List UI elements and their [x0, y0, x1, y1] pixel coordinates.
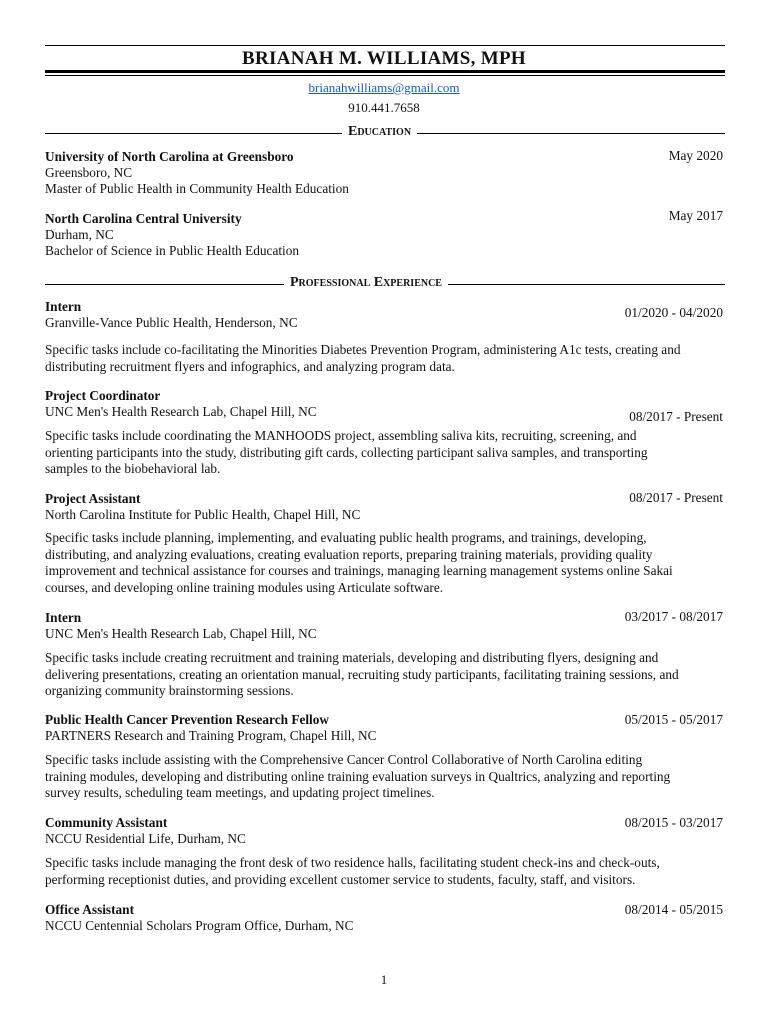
- description-line: Specific tasks include assisting with the Comprehensive Cancer Control Collaborative of North Carolina editing: [45, 752, 643, 767]
- description-line: training modules, developing and distributing online training evaluation surveys in Qualtrics, analyzing and reporting: [45, 768, 671, 784]
- top-rule: [45, 45, 725, 46]
- description-line: courses, and developing online training modules using Articulate software.: [45, 579, 444, 595]
- section-heading-education: Education: [342, 124, 417, 140]
- job-title: Intern: [45, 610, 82, 625]
- job-date: 03/2017 - 08/2017: [624, 609, 723, 624]
- job-date: 08/2014 - 05/2015: [624, 902, 723, 917]
- phone-number: 910.441.7658: [348, 100, 420, 115]
- job-title: Project Coordinator: [45, 388, 161, 403]
- description-line: performing receptionist duties, and providing excellent customer service to students, faculty, staff, and visitors.: [45, 871, 636, 887]
- degree: Master of Public Health in Community Health Education: [45, 181, 349, 196]
- job-title: Public Health Cancer Prevention Research Fellow: [45, 712, 329, 727]
- school-name: University of North Carolina at Greensboro: [45, 149, 294, 164]
- job-date: 05/2015 - 05/2017: [624, 712, 723, 727]
- job-organization: UNC Men's Health Research Lab, Chapel Hill, NC: [45, 404, 317, 419]
- name-rule-thin: [45, 75, 725, 76]
- job-organization: NCCU Residential Life, Durham, NC: [45, 831, 246, 846]
- description-line: improvement and technical assistance for courses and trainings, managing learning management systems online Sakai: [45, 563, 673, 578]
- description-line: Specific tasks include creating recruitment and training materials, developing and distributing flyers, designing and: [45, 650, 659, 665]
- description-line: survey results, scheduling team meetings, and updating project timelines.: [45, 785, 435, 800]
- candidate-name: BRIANAH M. WILLIAMS, MPH: [242, 48, 526, 69]
- description-line: delivering presentations, creating an orientation manual, recruiting study participants, facilitating training sessions, and: [45, 666, 679, 682]
- job-description: [45, 752, 735, 802]
- section-heading-experience: Professional Experience: [284, 275, 448, 291]
- education-date: May 2017: [668, 208, 723, 223]
- job-title: Project Assistant: [45, 491, 141, 506]
- job-date: 08/2015 - 03/2017: [624, 815, 723, 830]
- job-organization: UNC Men's Health Research Lab, Chapel Hill, NC: [45, 626, 317, 641]
- description-line: Specific tasks include managing the front desk of two residence halls, facilitating student check-ins and check-outs,: [45, 855, 660, 870]
- description-line: Specific tasks include co-facilitating the Minorities Diabetes Prevention Program, administering A1c tests, creating and: [45, 342, 681, 357]
- job-title: Office Assistant: [45, 902, 135, 917]
- job-description: [45, 855, 735, 888]
- job-title: Community Assistant: [45, 815, 168, 830]
- job-organization: Granville-Vance Public Health, Henderson, NC: [45, 315, 298, 330]
- description-line: samples to the biobehavioral lab.: [45, 461, 221, 476]
- job-description: [45, 428, 735, 478]
- school-location: Greensboro, NC: [45, 165, 133, 180]
- email-link[interactable]: brianahwilliams@gmail.com: [308, 80, 460, 95]
- name-rule-thick: [45, 70, 725, 73]
- job-description: [45, 650, 735, 700]
- job-organization: PARTNERS Research and Training Program, Chapel Hill, NC: [45, 728, 377, 743]
- education-date: May 2020: [668, 148, 723, 163]
- job-date: 08/2017 - Present: [629, 409, 723, 424]
- school-name: North Carolina Central University: [45, 211, 242, 226]
- job-description: [45, 342, 735, 375]
- description-line: orienting participants into the study, distributing gift cards, collecting participant saliva samples, and transporting: [45, 444, 648, 460]
- job-date: 08/2017 - Present: [629, 490, 723, 505]
- job-organization: NCCU Centennial Scholars Program Office, Durham, NC: [45, 918, 354, 933]
- job-date: 01/2020 - 04/2020: [624, 305, 723, 320]
- description-line: organizing community brainstorming sessions.: [45, 683, 294, 698]
- description-line: distributing, and analyzing evaluations, creating evaluation reports, preparing training materials, providing quality: [45, 546, 653, 562]
- job-title: Intern: [45, 299, 82, 314]
- degree: Bachelor of Science in Public Health Education: [45, 243, 300, 258]
- description-line: Specific tasks include planning, implementing, and evaluating public health programs, and trainings, developing,: [45, 530, 647, 545]
- page-number: 1: [380, 972, 388, 987]
- job-description: [45, 530, 735, 596]
- description-line: distributing recruitment flyers and infographics, and analyzing program data.: [45, 358, 455, 374]
- description-line: Specific tasks include coordinating the MANHOODS project, assembling saliva kits, recruiting, screening, and: [45, 428, 637, 443]
- school-location: Durham, NC: [45, 227, 114, 242]
- job-organization: North Carolina Institute for Public Health, Chapel Hill, NC: [45, 507, 361, 522]
